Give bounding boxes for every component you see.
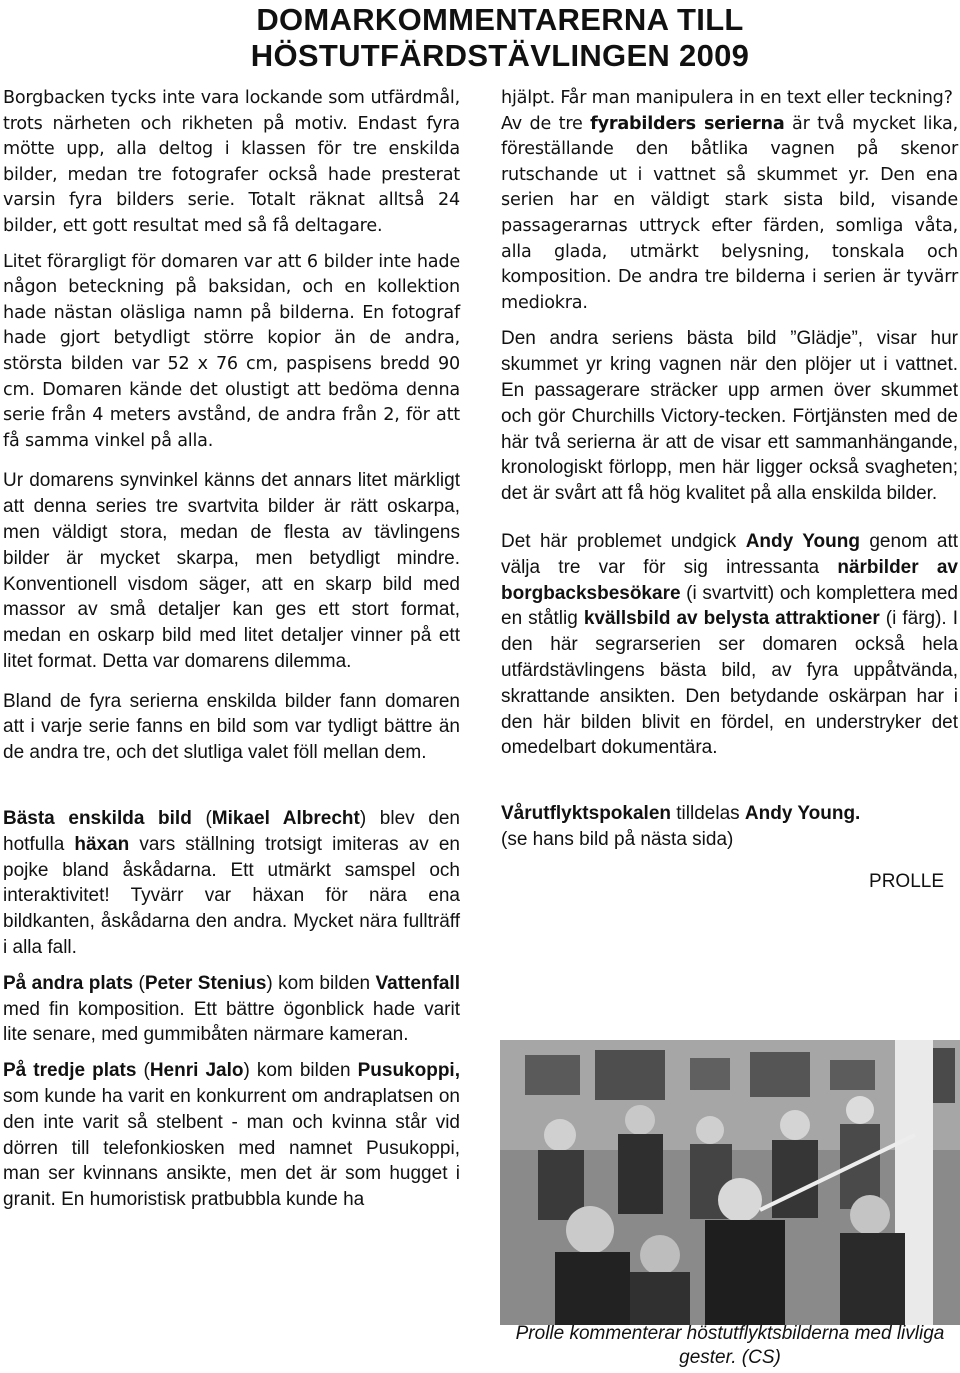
winner-text-3: (i svartvitt) och komplettera med en ståtlig bbox=[501, 582, 958, 630]
second-place-text-2: ) kom bilden bbox=[266, 972, 376, 994]
second-place-photographer: Peter Stenius bbox=[144, 972, 267, 994]
trophy-text-1: tilldelas bbox=[671, 803, 745, 825]
trophy-text-2: (se hans bild på nästa sida) bbox=[501, 828, 734, 850]
winner-evening-shot: kvällsbild av belysta attraktioner bbox=[583, 608, 880, 630]
right-column bbox=[501, 86, 958, 893]
series-text-2: är två mycket lika, föreställande den båtlika vagnen på skenor rutschande ut i vattnet så skummet yr. Den ena serien har en väldigt stark sista bild, visande passagerarnas uttryck efter färden, somliga våta, alla glada, utmärkt belysning, tonskala och komposition. De andra tre bilderna i serien är tyvärr mediokra. bbox=[501, 113, 958, 313]
winner-text-4: (i färg). I den här segrarserien ser domaren också hela utfärdstävlingens bästa bild, av fyra uppåtvända, skrattande ansikten. Den betydande oskärpan har i den här bilden blivit en fördel, en understryker det omedelbart dokumentära. bbox=[501, 608, 959, 759]
first-place-title: häxan bbox=[74, 833, 130, 855]
paragraph-second-place bbox=[3, 971, 460, 1048]
trophy-name: Vårutflyktspokalen bbox=[501, 803, 671, 825]
paragraph-first-place bbox=[3, 806, 460, 961]
series-text-1: Av de tre bbox=[501, 113, 591, 134]
signature: PROLLE bbox=[869, 870, 944, 892]
third-place-title: Pusukoppi, bbox=[357, 1060, 460, 1082]
winner-text-2: genom att välja tre var för sig intressanta bbox=[501, 530, 959, 578]
paragraph-selection: Bland de fyra serierna enskilda bilder fann domaren att i varje serie fanns en bild som var tydligt bättre än de andra tre, och det slutliga valet föll mellan dem. bbox=[3, 690, 460, 764]
page-title bbox=[150, 2, 850, 74]
series-heading: fyrabilders serierna bbox=[590, 113, 785, 134]
winner-name: Andy Young bbox=[745, 530, 860, 552]
third-place-text-1: ( bbox=[136, 1060, 150, 1082]
winner-closeups: närbilder av borgbacksbesökare bbox=[501, 556, 958, 604]
second-place-text-3: med fin komposition. Ett bättre ögonblick hade varit lite senare, med gummibåten närmare kameran. bbox=[3, 998, 460, 1046]
paragraph-intro: Borgbacken tycks inte vara lockande som utfärdmål, trots närheten och rikheten på motiv. Endast fyra mötte upp, alla deltog i klassen för tre enskilda bilder, medan tre fotografer också hade presterat varsin fyra bilders serie. Totalt räknat alltså 24 bilder, ett gott resultat med så få deltagare. bbox=[3, 88, 460, 236]
second-place-heading: På andra plats bbox=[3, 972, 134, 994]
paragraph-trophy bbox=[501, 801, 958, 853]
first-place-text-3: vars ställning trotsigt imiteras av en pojke bland åskådarna. Ett utmärkt samspel och interaktivitet! Tyvärr var häxan för nära ena bildkanten, åskådarna den andra. Mycket nära fullträff i alla fall. bbox=[3, 833, 460, 959]
first-place-text-2: ) blev den hotfulla bbox=[3, 808, 460, 855]
third-place-text-2: ) kom bilden bbox=[243, 1060, 358, 1082]
photo-illustration bbox=[500, 1040, 960, 1325]
first-place-photographer: Mikael Albrecht bbox=[211, 808, 360, 830]
event-photo bbox=[500, 1040, 960, 1325]
third-place-heading: På tredje plats bbox=[3, 1060, 137, 1082]
third-place-text-3: som kunde ha varit en konkurrent om andraplatsen on den inte varit så stelbent - man och kvinna står vid dörren till telefonkiosken med namnet Pusukoppi, man ser kvinnans ansikte, men det är som hugget i granit. En humoristisk pratbubbla kunde ha bbox=[3, 1086, 460, 1211]
title-line-2: HÖSTUTFÄRDSTÄVLINGEN 2009 bbox=[250, 38, 750, 73]
first-place-text-1: ( bbox=[191, 808, 212, 830]
winner-text-1: Det här problemet undgick bbox=[501, 530, 746, 552]
title-line-1: DOMARKOMMENTARERNA TILL bbox=[256, 2, 744, 37]
left-column bbox=[3, 86, 460, 1213]
third-place-photographer: Henri Jalo bbox=[149, 1060, 244, 1082]
paragraph-third-place bbox=[3, 1058, 460, 1213]
paragraph-sharpness: Ur domarens synvinkel känns det annars litet märkligt att denna series tre svartvita bilder är rätt oskarpa, men väldigt stora, medan de flesta av tävlingens bilder är mycket skarpa, men betydligt mindre. Konventionell visdom säger, att en skarp bild med massor av små detaljer kan ges ett stort format, medan en oskarp bild med litet detaljer vinner på ett litet format. Detta var domarens dilemma. bbox=[3, 470, 460, 672]
paragraph-gladje: Den andra seriens bästa bild ”Glädje”, visar hur skummet yr kring vagnen när den plöjer ut i vattnet. En passagerare sträcker upp armen över skummet och gör Churchills Victory-tecken. Förtjänsten med de här två serierna är att de visar ett sammanhängande, kronologiskt förlopp, men här ligger också svagheten; det är svårt att få hög kvalitet på alla enskilda bilder. bbox=[501, 328, 958, 505]
paragraph-series bbox=[501, 112, 958, 317]
paragraph-manipulation: hjälpt. Får man manipulera in en text eller teckning? bbox=[501, 88, 953, 108]
second-place-text-1: ( bbox=[133, 972, 145, 994]
paragraph-labels: Litet förargligt för domaren var att 6 bilder inte hade någon beteckning på baksidan, och en kollektion hade nästan oläsliga namn på bilderna. En fotograf hade gjort betydligt större kopior än de andra, största bilden var 52 x 76 cm, paspisens bredd 90 cm. Domaren kände det olustigt att bedöma denna serie från 4 meters avstånd, de andra från 2, för att få samma vinkel på alla. bbox=[3, 251, 460, 451]
first-place-heading: Bästa enskilda bild bbox=[3, 808, 192, 830]
photo-caption: Prolle kommenterar höstutflyktsbilderna med livliga gester. (CS) bbox=[515, 1323, 945, 1368]
second-place-title: Vattenfall bbox=[375, 972, 460, 994]
paragraph-winner bbox=[501, 529, 958, 761]
trophy-winner: Andy Young. bbox=[744, 803, 861, 825]
